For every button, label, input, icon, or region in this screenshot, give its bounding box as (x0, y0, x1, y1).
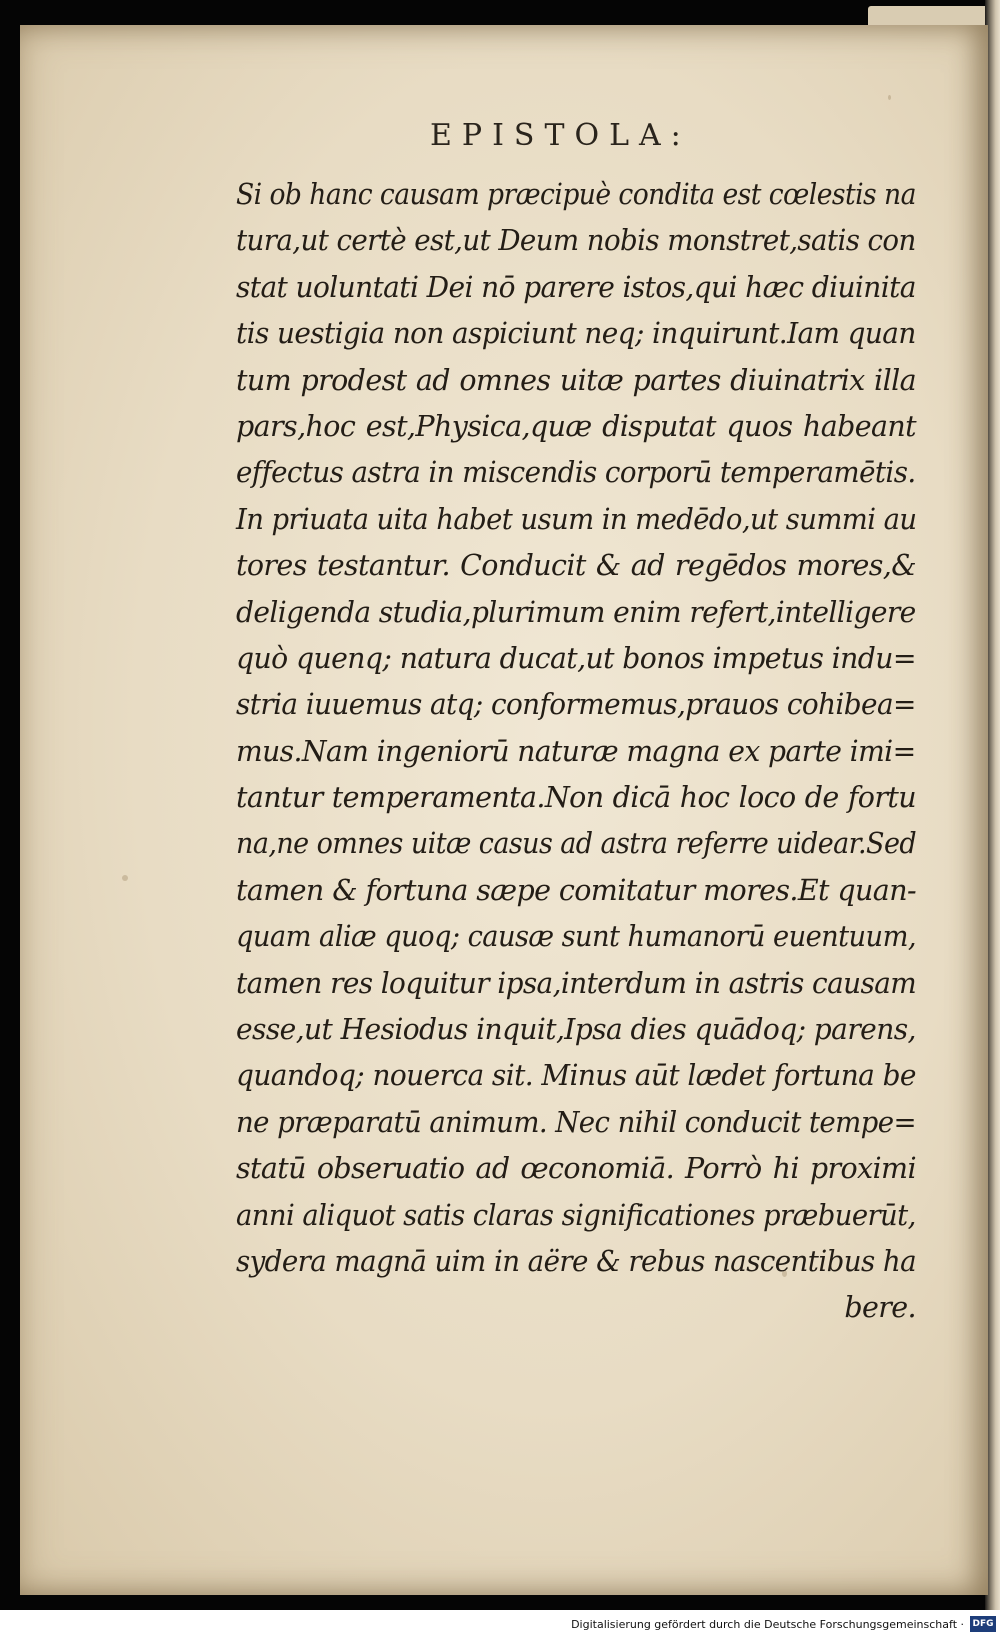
funding-credit: Digitalisierung gefördert durch die Deutsche Forschungsgemeinschaft · (571, 1618, 964, 1631)
text-line: esse,ut Hesiodus inquit,Ipsa dies quādoq; parens, (236, 1013, 916, 1047)
text-line: anni aliquot satis claras significationes præbuerūt, (236, 1198, 916, 1232)
digitization-footer (0, 1610, 1000, 1639)
text-line: tamen res loquitur ipsa,interdum in astris causam (236, 966, 917, 1000)
dfg-logo: DFG (970, 1616, 996, 1632)
text-line: effectus astra in miscendis corporū temperamētis. (236, 456, 916, 490)
text-line: bere. (844, 1291, 916, 1325)
text-line: quandoq; nouerca sit. Minus aūt lædet fortuna be (236, 1059, 916, 1093)
text-line: stria iuuemus atq; conformemus,prauos cohibea= (236, 688, 916, 722)
text-line: statū obseruatio ad œconomiā. Porrò hi proximi (236, 1152, 916, 1186)
text-line: tura,ut certè est,ut Deum nobis monstret,satis con (236, 224, 916, 258)
text-line: Si ob hanc causam præcipuè condita est cœlestis na (236, 178, 916, 211)
text-line: tum prodest ad omnes uitæ partes diuinatrix illa (236, 363, 916, 397)
text-line: mus.Nam ingeniorū naturæ magna ex parte imi= (236, 734, 916, 768)
body-text (236, 172, 916, 1332)
text-line: pars,hoc est,Physica,quæ disputat quos habeant (236, 409, 916, 443)
text-line: deligenda studia,plurimum enim refert,intelligere (236, 595, 916, 629)
text-line: quam aliæ quoq; causæ sunt humanorū euentuum, (236, 920, 916, 954)
text-line: sydera magnā uim in aëre & rebus nascentibus ha (236, 1244, 917, 1278)
text-line: In priuata uita habet usum in medēdo,ut summi au (236, 502, 917, 536)
text-line: tamen & fortuna sæpe comitatur mores.Et quan- (236, 873, 916, 907)
running-head: EPISTOLA: (430, 118, 691, 153)
paper-spot (122, 875, 128, 881)
text-line: stat uoluntati Dei nō parere istos,qui hæc diuinita (236, 270, 916, 304)
text-line: tantur temperamenta.Non dicā hoc loco de fortu (236, 781, 916, 815)
text-line: quò quenq; natura ducat,ut bonos impetus indu= (236, 641, 916, 675)
text-line: ne præparatū animum. Nec nihil conducit tempe= (236, 1105, 916, 1139)
paper-spot (888, 95, 891, 100)
text-line: tis uestigia non aspiciunt neq; inquirunt.Iam quan (236, 317, 916, 351)
text-line: na,ne omnes uitæ casus ad astra referre uidear.Sed (236, 827, 917, 861)
text-line: tores testantur. Conducit & ad regēdos mores,& (236, 549, 916, 583)
